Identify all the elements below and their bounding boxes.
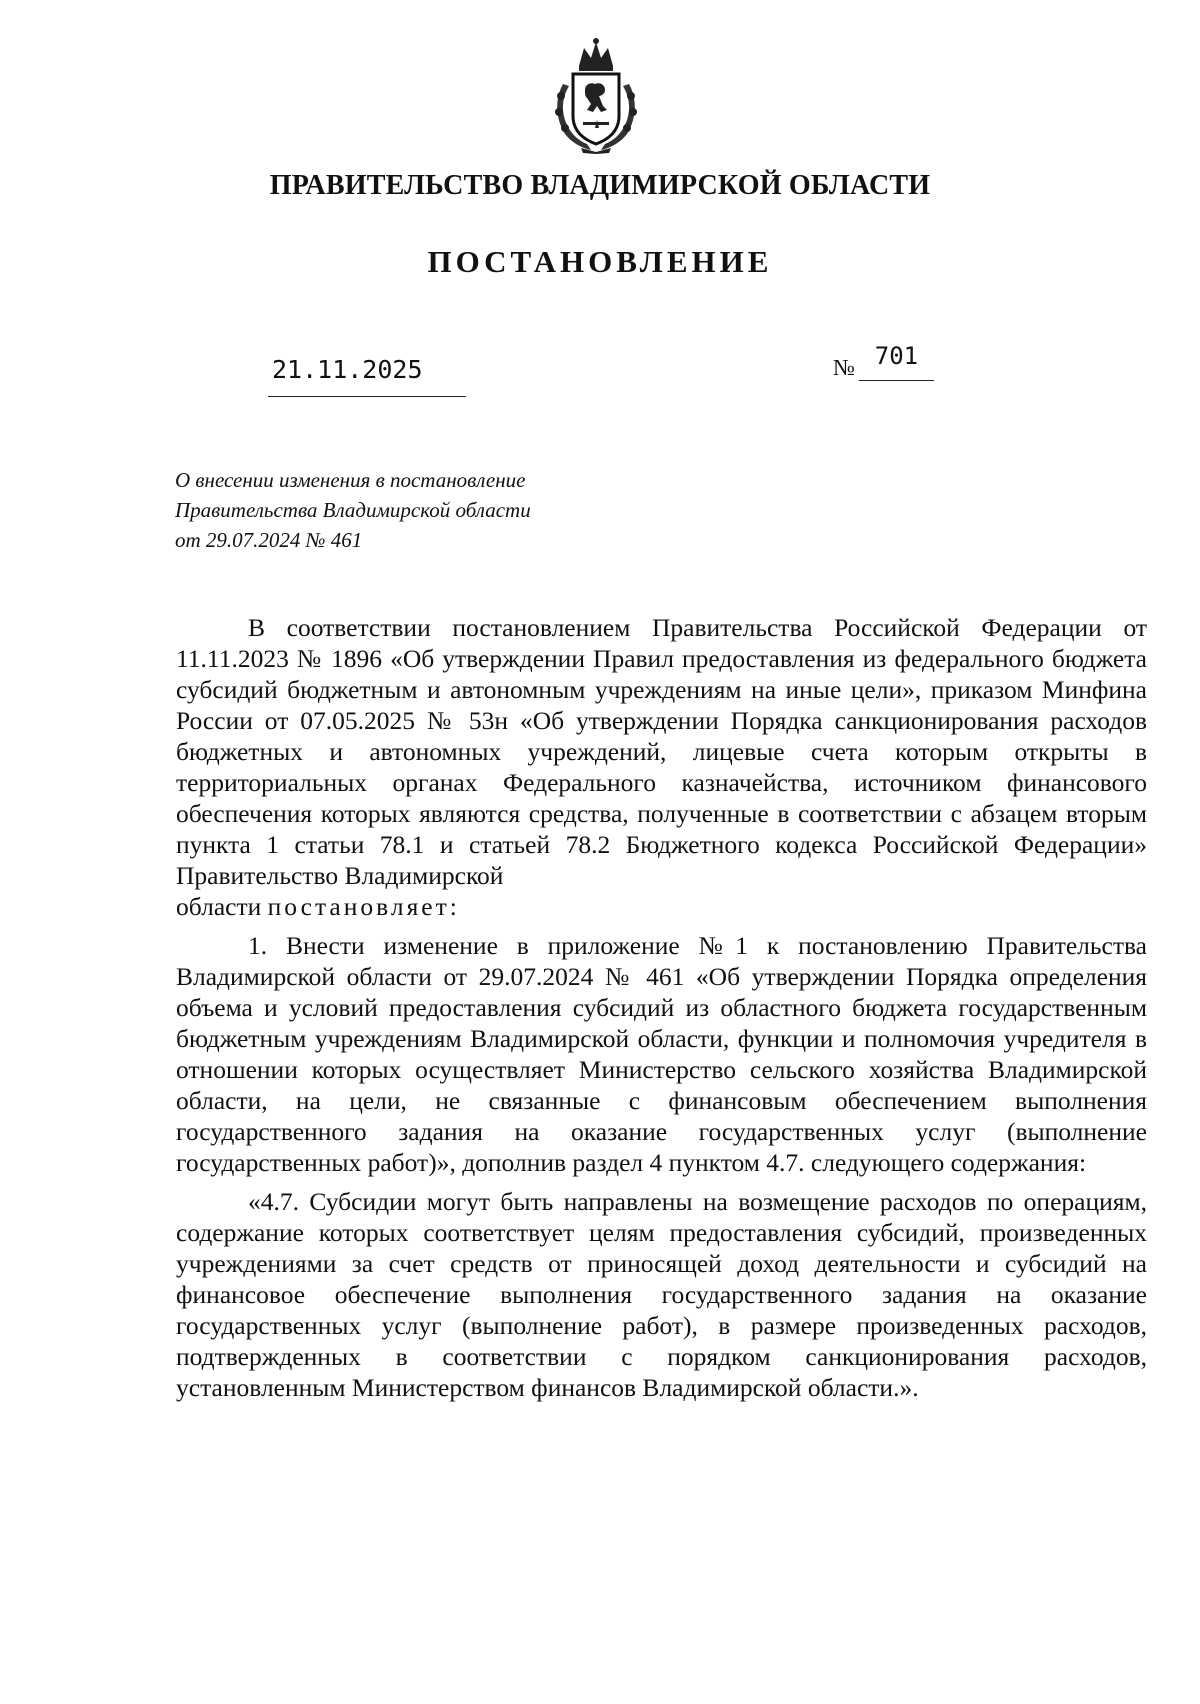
resolves-word: постановляет: — [267, 892, 460, 921]
document-subject — [175, 465, 531, 555]
number-sign: № — [833, 355, 855, 380]
item-1-quote-paragraph: «4.7. Субсидии могут быть направлены на возмещение расходов по операциям, содержание которых соответствует целям предоставления субсидий, произведенных учреждениями за счет средств от приносящей доход деятельности и субсидий на финансовое обеспечение выполнения государственного задания на оказание государственных услуг (выполнение работ), в размере произведенных расходов, подтвержденных в соответствии с порядком санкционирования расходов, установленным Министерством финансов Владимирской области.». — [176, 1187, 1147, 1402]
preamble-end: области — [176, 892, 262, 921]
preamble-text: В соответствии постановлением Правительства Российской Федерации от 11.11.2023 № 1896 «Об утверждении Правил предоставления из федерального бюджета субсидий бюджетным и автономным учреждениям на иные цели», приказом Минфина России от 07.05.2025 № 53н «Об утверждении Порядка санкционирования расходов бюджетных и автономных учреждений, лицевые счета которым открыты в территориальных органах Федерального казначейства, источником финансового обеспечения которых являются средства, полученные в соответствии с абзацем вторым пункта 1 статьи 78.1 и статьей 78.2 Бюджетного кодекса Российской Федерации» Правительство Владимирской — [176, 613, 1147, 890]
number-underline — [859, 342, 934, 381]
document-date: 21.11.2025 — [272, 355, 423, 384]
government-title: ПРАВИТЕЛЬСТВО ВЛАДИМИРСКОЙ ОБЛАСТИ — [269, 170, 931, 201]
date-underline — [268, 396, 466, 397]
coat-of-arms-icon — [551, 36, 641, 154]
item-1-paragraph: 1. Внести изменение в приложение №1 к постановлению Правительства Владимирской области от 29.07.2024 № 461 «Об утверждении Порядка определения объема и условий предоставления субсидий из областного бюджета государственным бюджетным учреждениям Владимирской области, функции и полномочия учредителя в отношении которых осуществляет Министерство сельского хозяйства Владимирской области, на цели, не связанные с финансовым обеспечением выполнения государственного задания на оказание государственных услуг (выполнение государственных работ)», дополнив раздел 4 пунктом 4.7. следующего содержания: — [176, 931, 1147, 1177]
document-type-title: ПОСТАНОВЛЕНИЕ — [427, 244, 773, 279]
date-field — [268, 355, 466, 397]
subject-line: Правительства Владимирской области — [175, 498, 531, 522]
number-field — [833, 342, 934, 381]
subject-line: О внесении изменения в постановление — [175, 468, 526, 492]
subject-line: от 29.07.2024 № 461 — [175, 528, 363, 552]
preamble-paragraph — [176, 612, 1147, 922]
document-number: 701 — [874, 342, 919, 370]
document-body — [176, 612, 1147, 1411]
